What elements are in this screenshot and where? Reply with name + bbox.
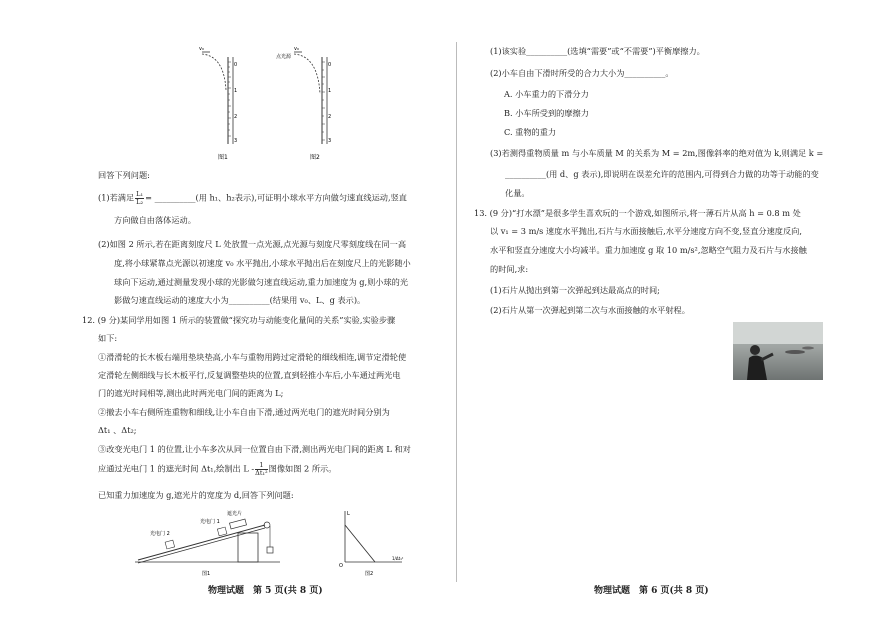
tick-2: 2 bbox=[234, 114, 238, 120]
stone-skipping-photo bbox=[733, 322, 823, 380]
q1-line2: 方向做自由落体运动。 bbox=[114, 215, 196, 225]
ruler-figures bbox=[190, 42, 350, 167]
tick-3: 3 bbox=[328, 138, 332, 144]
q1-frac-den: L₂ bbox=[136, 198, 144, 206]
right-footer: 物理试题 第 6 页(共 8 页) bbox=[594, 586, 709, 596]
tick-1: 1 bbox=[328, 88, 332, 94]
r-q3-line1: (3)若测得重物质量 m 与小车质量 M 的关系为 M = 2m,图像斜率的绝对值为 k,则满足 k = bbox=[490, 148, 824, 158]
gate1-label: 光电门 1 bbox=[200, 519, 220, 525]
r-q3-line2: __________(用 d、g 表示),即说明在误差允许的范围内,可得到合力做的功等于动能的变 bbox=[505, 169, 819, 179]
shade-label: 遮光片 bbox=[227, 511, 243, 517]
photo-scene bbox=[733, 322, 823, 380]
tick-3: 3 bbox=[234, 138, 238, 144]
step1-line1: ①滑滑轮的长木板右端用垫块垫高,小车与重物用跨过定滑轮的细线相连,调节定滑轮使 bbox=[98, 352, 407, 362]
step3-fraction bbox=[255, 462, 268, 477]
step1-line3: 门的遮光时间相等,测出此时两光电门间的距离为 L; bbox=[98, 388, 284, 398]
option-b: B. 小车所受到的摩擦力 bbox=[504, 108, 589, 118]
r-q1: (1)该实验__________(选填“需要”或“不需要”)平衡摩擦力。 bbox=[490, 46, 705, 56]
step3-suffix: 图像如图 2 所示。 bbox=[268, 463, 337, 474]
fig1-label: 图1 bbox=[218, 154, 228, 161]
p12-line2: 如下: bbox=[98, 333, 118, 343]
fig2-source-label: 点光源 bbox=[276, 54, 292, 60]
q1-prefix: (1)若满足 bbox=[98, 192, 135, 203]
fig1-ruler bbox=[199, 46, 237, 144]
step1-line2: 定滑轮左侧细线与长木板平行,反复调整垫块的位置,直到轻推小车后,小车通过两光电 bbox=[98, 370, 401, 380]
p13-line3: 水平和竖直分速度大小均减半。重力加速度 g 取 10 m/s²,忽略空气阻力及石片与水接触 bbox=[490, 245, 807, 255]
tick-0: 0 bbox=[328, 62, 332, 68]
gate-2 bbox=[165, 540, 175, 549]
support-block bbox=[238, 533, 258, 562]
fig2-label: 图2 bbox=[310, 154, 320, 161]
tick-0: 0 bbox=[234, 62, 238, 68]
step3-line2 bbox=[98, 462, 336, 477]
page-divider bbox=[456, 42, 457, 582]
gate-1 bbox=[217, 527, 227, 536]
q2-line1: (2)如图 2 所示,若在距离刻度尺 L 处放置一点光源,点光源与刻度尺零刻度线在同一高 bbox=[98, 239, 407, 249]
q1-fraction bbox=[135, 191, 144, 206]
diagram-fig1-label: 图1 bbox=[202, 571, 211, 577]
p13-q2: (2)石片从第一次弹起到第二次与水面接触的水平射程。 bbox=[490, 305, 690, 315]
graph-y-label: L bbox=[347, 511, 350, 517]
q2-line3: 球向下运动,通过测量发现小球的光影做匀速直线运动,重力加速度为 g,则小球的光 bbox=[114, 277, 409, 287]
p13-q1: (1)石片从抛出到第一次弹起到达最高点的时间; bbox=[490, 285, 660, 295]
p12-line1: 12. (9 分)某同学用如图 1 所示的装置做“探究功与动能变化量间的关系”实验,实验步骤 bbox=[82, 315, 396, 325]
l-graph bbox=[330, 505, 410, 580]
q-intro: 回答下列问题: bbox=[98, 170, 150, 180]
step3-line1: ③改变光电门 1 的位置,让小车多次从同一位置自由下滑,测出两光电门间的距离 L 和对 bbox=[98, 444, 411, 454]
tick-1: 1 bbox=[234, 88, 238, 94]
q1-suffix: = __________(用 h₁、h₂表示),可证明小球水平方向做匀速直线运动,竖直 bbox=[145, 192, 407, 203]
left-footer: 物理试题 第 5 页(共 8 页) bbox=[208, 586, 323, 596]
graph-origin: O bbox=[339, 563, 343, 569]
r-q3-line3: 化量。 bbox=[505, 188, 530, 198]
step2-line1: ②撤去小车右侧所连重物和细线,让小车自由下滑,通过两光电门的遮光时间分别为 bbox=[98, 407, 390, 417]
option-c: C. 重物的重力 bbox=[504, 127, 557, 137]
step3-prefix: 应通过光电门 1 的遮光时间 Δt₁,绘制出 L - bbox=[98, 463, 255, 474]
gate2-label: 光电门 2 bbox=[150, 531, 170, 537]
p13-line1: 13. (9 分)“打水漂”是很多学生喜欢玩的一个游戏,如图所示,将一薄石片从高 h = 0.8 m 处 bbox=[474, 208, 801, 218]
fig2-ruler bbox=[276, 46, 331, 144]
q1-frac-num: L₁ bbox=[136, 190, 144, 198]
weight bbox=[267, 547, 273, 553]
step3-frac-den: Δt₁² bbox=[255, 469, 268, 477]
q2-line4: 影做匀速直线运动的速度大小为__________(结果用 v₀、L、g 表示)。 bbox=[114, 295, 366, 305]
cart bbox=[229, 519, 246, 529]
known-line: 已知重力加速度为 g,遮光片的宽度为 d,回答下列问题: bbox=[98, 490, 294, 500]
option-a: A. 小车重力的下滑分力 bbox=[504, 89, 589, 99]
p13-line2: 以 v₁ = 3 m/s 速度水平抛出,石片与水面接触后,水平分速度方向不变,竖直分速度反向, bbox=[490, 226, 802, 236]
fig2-v0: v₀ bbox=[294, 46, 299, 52]
q1-line1 bbox=[98, 191, 407, 206]
graph-fig-label: 图2 bbox=[365, 571, 374, 577]
graph-line bbox=[345, 525, 375, 562]
r-q2: (2)小车自由下滑时所受的合力大小为__________。 bbox=[490, 68, 674, 78]
tick-2: 2 bbox=[328, 114, 332, 120]
step2-line2: Δt₁ 、Δt₂; bbox=[98, 425, 137, 435]
step3-frac-num: 1 bbox=[255, 462, 268, 470]
fig1-v0: v₀ bbox=[199, 46, 204, 52]
q2-line2: 度,将小球紧靠点光源以初速度 v₀ 水平抛出,小球水平抛出后在刻度尺上的光影随小 bbox=[114, 258, 411, 268]
graph-x-label: 1/Δt₁² bbox=[392, 556, 404, 561]
p13-line4: 的时间,求: bbox=[490, 264, 529, 274]
incline-diagram bbox=[130, 505, 290, 580]
